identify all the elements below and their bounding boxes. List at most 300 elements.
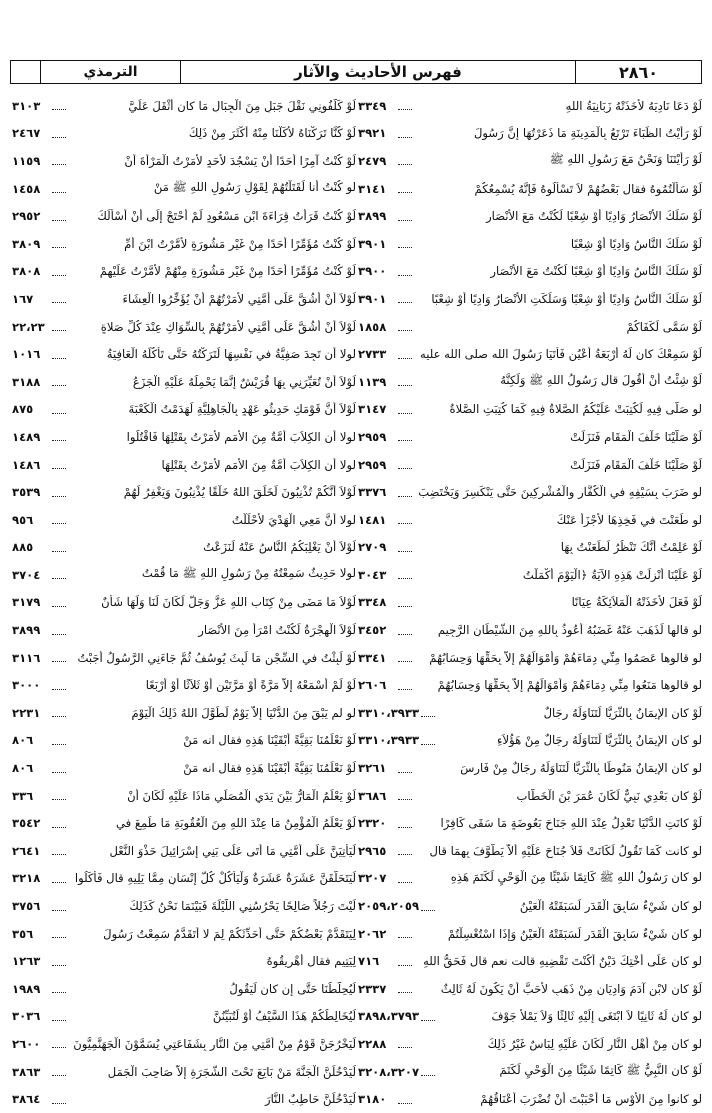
hadith-text: لَيَدْخُلَنَّ الْجَنَّةَ مَنْ بَايَعَ تَحْتَ الشَّجَرَةِ إِلاَّ صَاحِبَ الْجَمَلِ (107, 1064, 356, 1079)
leader-dots (421, 708, 435, 717)
index-entry (356, 561, 702, 589)
hadith-number: ٢٢،٢٣ (12, 319, 45, 334)
leader-dots (52, 184, 66, 193)
hadith-number: ٣٨٠٨ (12, 264, 41, 279)
index-entry (10, 534, 356, 562)
leader-dots (398, 598, 412, 607)
hadith-text: لَوْ نَعْلَمُنَا بَقِيَّةً أَبْقَيْنَا هَذِهِ فقال انه مَنْ (183, 733, 356, 748)
leader-dots (52, 846, 66, 855)
index-entry (10, 561, 356, 589)
hadith-text: لَوْ لَمْ أَسْمَعْهُ إِلاَّ مَرَّةً أَوْ مَرَّتَيْنِ أَوْ ثَلاَثًا أَوْ أَرْبَعًا (145, 678, 356, 693)
hadith-text: لَيُحِلَّطُنَا حَتَّى إن كان لَيَقُولُ (229, 981, 356, 996)
hadith-number: ٣٣٤٩ (358, 98, 387, 113)
hadith-number: ٣٠٠٠ (12, 678, 41, 693)
leader-dots (52, 212, 66, 221)
leader-dots (398, 212, 412, 221)
hadith-number: ٢٠٥٩،٢٠٥٩ (358, 899, 420, 914)
leader-dots (52, 570, 66, 579)
hadith-text: لو ضَرَبَ بِسَيْفِهِ في الْكُفَّارِ والْمُشْرِكِينَ حَتَّى يَنْكَسِرَ وَيَخْتَضِبَ (418, 485, 702, 500)
leader-dots (398, 819, 412, 828)
leader-dots (52, 1095, 66, 1104)
hadith-number: ١٦٧ (12, 291, 34, 306)
index-entry (10, 340, 356, 368)
hadith-number: ٣٨٦٣ (12, 1064, 41, 1079)
leader-dots (398, 1095, 412, 1104)
index-entry (356, 202, 702, 230)
leader-dots (52, 984, 66, 993)
hadith-number: ٣١١٦ (12, 650, 41, 665)
hadith-number: ١٩٨٩ (12, 981, 41, 996)
leader-dots (398, 101, 412, 110)
hadith-text: لَوْلاَ أَنْ يَغْلِبَكُمُ النَّاسُ عَنْهُ لَنَزَعْتُ (203, 540, 356, 555)
index-entry (356, 285, 702, 313)
hadith-text: لولا أن الكِلاَبَ أُمَّةٌ مِنَ الأُمَمِ لأَمَرْتُ بِقَتْلِهَا (161, 457, 356, 472)
leader-dots (52, 626, 66, 635)
leader-dots (398, 791, 412, 800)
index-entry (10, 920, 356, 948)
index-entry (10, 1058, 356, 1086)
leader-dots (52, 101, 66, 110)
hadith-text: لَيَتَحَلَّقَنَّ عَشَرَةٌ عَشَرَةٌ وَلْيَأْكُلْ كُلُّ إِنْسَانٍ مِمَّا يَلِيهِ قال فَأَكَلُوا (74, 871, 356, 886)
index-entry (10, 947, 356, 975)
index-entry (10, 423, 356, 451)
hadith-text: لو كانوا مِنَ الأَوْسِ مَا أَحْبَبْتَ أَنْ تُضْرَبَ أَعْنَاقُهُمْ (480, 1092, 702, 1107)
index-entry (356, 451, 702, 479)
hadith-number: ٣٣٤٨ (358, 595, 387, 610)
leader-dots (398, 846, 412, 855)
index-entry (356, 423, 702, 451)
index-entry (356, 920, 702, 948)
hadith-number: ٣٨٩٩ (358, 209, 387, 224)
hadith-text: لَوْ كان لابْنِ آدَمَ وَادِيَانِ مِنْ ذَهَبٍ لأَحَبَّ أَنْ يَكُونَ لَهُ ثَالِثٌ (440, 981, 702, 996)
index-entry (10, 671, 356, 699)
index-entry (10, 230, 356, 258)
page-header (10, 60, 702, 84)
hadith-text: لَوْ سَمَّى لَكَفَاكُمْ (626, 319, 702, 334)
hadith-text: لو كان الإِيمَانُ مَنُوطًا بِالثُّرَيَّا لَتَنَاوَلَهُ رِجَالٌ مِنْ فَارِسَ (460, 761, 702, 776)
hadith-text: لَوْ كَلَّفُونِي نَقْلَ جَبَلٍ مِنَ الْجِبَالِ مَا كان أَثْقَلَ عَلَيَّ (128, 98, 356, 113)
leader-dots (52, 1012, 66, 1021)
hadith-text: لَوْ يَعْلَمُ الْمَارُّ بَيْنَ يَدَيِ الْمُصَلِّي مَاذَا عَلَيْهِ لَكَانَ أَنْ (127, 788, 356, 803)
index-entry (356, 589, 702, 617)
hadith-number: ٣١٤١ (358, 181, 387, 196)
hadith-number: ١٠١٦ (12, 347, 41, 362)
leader-dots (398, 432, 412, 441)
leader-dots (398, 929, 412, 938)
hadith-text: لَوْ كُنْتُ قَرَأْتُ قِرَاءَةَ ابْنِ مَسْعُودٍ لَمْ أَحْتَجْ إِلَى أَنْ أَسْأَلَكَ (97, 209, 356, 224)
leader-dots (421, 736, 435, 745)
hadith-number: ١٤٨٩ (12, 429, 41, 444)
index-entry (356, 1030, 702, 1058)
hadith-number: ٢٤٦٧ (12, 126, 41, 141)
leader-dots (52, 1039, 66, 1048)
hadith-text: لَيَدْخُلَنَّ حَاطِبٌ النَّارَ (264, 1092, 356, 1107)
leader-dots (398, 1039, 412, 1048)
leader-dots (52, 322, 66, 331)
hadith-number: ٣٣١٠،٣٩٣٣ (358, 705, 420, 720)
hadith-text: لَوْ سَأَلْتُمُوهُ فقال بَعْضُهُمْ لاَ تَسْأَلُوهُ فَإِنَّهُ يُسْمِعُكُمْ (474, 181, 702, 196)
hadith-number: ٣٩٠١ (358, 236, 387, 251)
hadith-number: ٣٠٣٦ (12, 1009, 41, 1024)
index-entry (356, 727, 702, 755)
hadith-number: ٣٢٠٧ (358, 871, 387, 886)
right-column (356, 92, 702, 1113)
hadith-number: ٣٣٧٦ (358, 485, 387, 500)
hadith-text: لَوْ كُنْتُ آمِرًا أَحَدًا أَنْ يَسْجُدَ لأَحَدٍ لأَمَرْتُ الْمَرْأَةَ أَنْ (124, 153, 356, 168)
index-entry (356, 534, 702, 562)
hadith-text: لَوْ سَلَكَ النَّاسُ وَادِيًا أَوْ شِعْبًا (570, 236, 702, 251)
book-name: الترمذي (41, 61, 181, 83)
hadith-number: ١٤٨٦ (12, 457, 41, 472)
hadith-text: لَوْ شِئْتُ أَنْ أَقُولَ قال رَسُولُ اللهِ ﷺ وَلَكِنَّهُ (500, 373, 702, 388)
hadith-text: لَوْلاَ مَا مَضَى مِنْ كِتَابِ اللهِ عَزَّ وَجَلَّ لَكَانَ لَنَا وَلَهَا شَأْنٌ (101, 595, 356, 610)
hadith-text: لو طَعَنْتَ في فَخِذِهَا لأَجْزَأَ عَنْكَ (556, 512, 702, 527)
hadith-number: ٢٩٥٢ (12, 209, 41, 224)
index-entry (10, 727, 356, 755)
leader-dots (398, 515, 412, 524)
hadith-number: ١١٣٩ (358, 374, 387, 389)
hadith-text: لَوْلاَ أَنْ أَشُقَّ عَلَى أُمَّتِي لأَمَرْتُهُمْ بِالسِّوَاكِ عِنْدَ كُلِّ صَلاةٍ (100, 319, 356, 334)
hadith-number: ٨٨٥ (12, 540, 34, 555)
leader-dots (398, 129, 412, 138)
index-entry (10, 837, 356, 865)
hadith-number: ٢٦٠٦ (358, 678, 387, 693)
leader-dots (52, 736, 66, 745)
hadith-text: لو كان لَهُ ثَانِيًا لاَ ابْتَغَى إِلَيْهِ ثَالِثًا وَلاَ يَمْلأُ جَوْفَ (491, 1009, 702, 1024)
index-entry (356, 147, 702, 175)
hadith-text: لَوْ دَعَا نَادِيَهُ لأَخَذَتْهُ زَبَانِيَةُ اللهِ (565, 98, 702, 113)
hadith-text: لولا حَدِيثٌ سَمِعْتُهُ مِنْ رَسُولِ اللهِ ﷺ مَا قُمْتُ (141, 566, 356, 581)
hadith-number: ٣٥٤٢ (12, 816, 41, 831)
hadith-number: ٢٩٥٩ (358, 457, 387, 472)
hadith-number: ٢٧٣٣ (358, 347, 387, 362)
leader-dots (398, 267, 412, 276)
leader-dots (52, 267, 66, 276)
header-blank-cell (11, 61, 41, 83)
index-entry (10, 313, 356, 341)
leader-dots (52, 239, 66, 248)
hadith-text: لولا أَنَّ مَعِي الْهَدْيَ لأَحْلَلْتُ (231, 512, 356, 527)
leader-dots (398, 322, 412, 331)
hadith-number: ٢٣٢٠ (358, 816, 387, 831)
leader-dots (398, 350, 412, 359)
index-entry (10, 892, 356, 920)
hadith-text: لو كان شَيْءٌ سَابِقَ الْقَدَرِ لَسَبَقَتْهُ الْعَيْنُ (519, 899, 702, 914)
index-entry (10, 478, 356, 506)
index-entry (10, 644, 356, 672)
index-entry (10, 506, 356, 534)
index-entry (356, 975, 702, 1003)
hadith-number: ٣١٨٠ (358, 1092, 387, 1107)
leader-dots (52, 708, 66, 717)
hadith-text: لَوْلاَ أَنْ أَشُقَّ عَلَى أُمَّتِي لأَمَرْتُهُمْ أَنْ يُؤَخِّرُوا الْعِشَاءَ (122, 291, 356, 306)
index-entry (356, 506, 702, 534)
hadith-number: ٣١٠٣ (12, 98, 41, 113)
leader-dots (398, 874, 412, 883)
leader-dots (398, 681, 412, 690)
hadith-text: لو كان عَلَى أُخْتِكَ دَيْنٌ أَكُنْتَ تَقْضِيهِ قالت نعم قال فَحَقُّ اللهِ (423, 954, 702, 969)
index-entry (10, 396, 356, 424)
hadith-text: لو صَلَّى فِيهِ لَكُتِبَتْ عَلَيْكُمُ الصَّلاةُ فِيهِ كَمَا كُتِبَتِ الصَّلاةُ (449, 402, 702, 417)
hadith-text: لو كان الإِيمَانُ بِالثُّرَيَّا لَتَنَاوَلَهُ رِجَالٌ مِنْ هَؤُلاَءِ (497, 733, 702, 748)
leader-dots (398, 184, 412, 193)
hadith-number: ٢٩٦٥ (358, 843, 387, 858)
leader-dots (52, 764, 66, 773)
hadith-number: ٨٧٥ (12, 402, 34, 417)
leader-dots (398, 156, 412, 165)
hadith-text: لو كان رَسُولُ اللهِ ﷺ كَاتِمًا شَيْئًا مِنَ الْوَحْيِ لَكَتَمَ هَذِهِ (450, 869, 702, 884)
hadith-number: ٣١٨٨ (12, 374, 41, 389)
hadith-number: ٨٠٦ (12, 733, 34, 748)
hadith-text: لِيَتِيمِ فقال أَهْرِيقُوهُ (266, 954, 356, 969)
hadith-text: لَوْ صَلَّيْنَا خَلْفَ الْمَقَامِ فَنَزَلَتْ (570, 457, 702, 472)
leader-dots (52, 377, 66, 386)
hadith-number: ٣٥٣٩ (12, 485, 41, 500)
hadith-text: لَوْ سَلَكَ النَّاسُ وَادِيًا أَوْ شِعْبًا لَكُنْتُ مَعَ الأَنْصَارِ (490, 264, 702, 279)
hadith-number: ٣٨٩٨،٣٧٩٣ (358, 1009, 420, 1024)
leader-dots (398, 957, 412, 966)
leader-dots (52, 350, 66, 359)
index-entry (356, 671, 702, 699)
hadith-text: لَوْ كانَتِ الدُّنْيَا تَعْدِلُ عِنْدَ اللهِ جَنَاحَ بَعُوضَةٍ مَا سَقَى كَافِرًا (440, 816, 702, 831)
index-entry (10, 754, 356, 782)
index-entry (356, 947, 702, 975)
hadith-text: لو كانت كَمَا تَقُولُ لَكَانَتْ فَلاَ جُنَاحَ عَلَيْهِ أَلاَّ يَطَّوَّفَ بِهِمَا قال (429, 843, 702, 858)
leader-dots (52, 598, 66, 607)
index-entry (10, 1003, 356, 1031)
hadith-text: لَيَأْتِيَنَّ عَلَى أُمَّتِي مَا أَتَى عَلَى بَنِي إِسْرَائِيلَ حَذْوَ النَّعْلِ (109, 843, 356, 858)
hadith-text: لَوْ كان الإِيمَانُ بِالثُّرَيَّا لَتَنَاوَلَهُ رِجَالٌ (543, 705, 702, 720)
leader-dots (398, 543, 412, 552)
hadith-text: لَيَخْرُجَنَّ قَوْمٌ مِنْ أُمَّتِي مِنَ النَّارِ بِشَفَاعَتِي يُسَمَّوْنَ الْجَهَنَّمِيُّونَ (73, 1036, 356, 1051)
hadith-text: لولا أن الكِلاَبَ أُمَّةٌ مِنَ الأُمَمِ لأَمَرْتُ بِقَتْلِهَا فَاقْتُلُوا (126, 429, 356, 444)
hadith-text: لِيَتَقَدَّمْ بَعْضُكُمْ حَتَّى أَحَدِّثَكُمْ لِمَ لا أَتَقَدَّمُ سَمِعْتُ رَسُولَ (103, 926, 356, 941)
index-entry (356, 120, 702, 148)
leader-dots (398, 405, 412, 414)
hadith-number: ١٨٥٨ (358, 319, 387, 334)
leader-dots (52, 957, 66, 966)
hadith-text: لَوْ رَأَيْتُ الظِّبَاءَ تَرْتَعُ بِالْمَدِينَةِ مَا ذَعَرْتُهَا إِنَّ رَسُولَ (473, 126, 702, 141)
hadith-text: لَوْلاَ الْهِجْرَةُ لَكُنْتُ امْرَأً مِنَ الأَنْصَارِ (198, 623, 356, 638)
hadith-text: لَوْ يَعْلَمُ الْمُؤْمِنُ مَا عِنْدَ اللهِ مِنَ الْعُقُوبَةِ مَا طَمِعَ في (115, 816, 356, 831)
hadith-text: لَوْ سَلَكَ الأَنْصَارُ وَادِيًا أَوْ شِعْبًا لَكُنْتُ مَعَ الأَنْصَارِ (486, 209, 702, 224)
page-number: ٢٨٦٠ (618, 62, 659, 82)
index-entry (10, 258, 356, 286)
hadith-text: لولا أن تَجِدَ صَفِيَّةُ في نَفْسِهَا لَتَرَكْتُهُ حَتَّى تَأْكُلَهُ الْعَافِيَةُ (106, 347, 356, 362)
index-entry (356, 865, 702, 893)
hadith-number: ٢٢٣١ (12, 705, 41, 720)
hadith-number: ١١٥٩ (12, 153, 41, 168)
index-entry (356, 782, 702, 810)
hadith-text: لَوْ سَمِعْكَ كان لَهُ أَرْبَعَةُ أَعْيُنٍ فَأَتَيَا رَسُولَ الله صلى الله عليه (420, 347, 702, 362)
leader-dots (52, 1067, 66, 1076)
hadith-text: لَوْ كان النَّبِيُّ ﷺ كَاتِمًا شَيْئًا مِنَ الْوَحْيِ لَكَتَمَ (499, 1063, 702, 1078)
leader-dots (52, 405, 66, 414)
hadith-text: لو كان مِنْ أَهْلِ النَّارِ لَكَانَ عَلَيْهِ لِبَاسٌ غَيْرُ ذَلِكَ (487, 1036, 702, 1051)
hadith-text: لَيُخَالِطُكُمْ هَذَا السَّيْفُ أَوْ لَتُبَيِّنُنَّ (212, 1009, 356, 1024)
index-entry (356, 92, 702, 120)
index-entry (356, 1058, 702, 1086)
index-entry (356, 396, 702, 424)
leader-dots (52, 681, 66, 690)
hadith-text: لو لم يَبْقَ مِنَ الدُّنْيَا إِلاَّ يَوْمٌ لَطَوَّلَ اللهُ ذَلِكَ الْيَوْمَ (131, 705, 356, 720)
leader-dots (52, 543, 66, 552)
index-entry (10, 202, 356, 230)
hadith-number: ٣٩٢١ (358, 126, 387, 141)
leader-dots (421, 1067, 435, 1076)
index-entry (356, 175, 702, 203)
index-entry (356, 478, 702, 506)
index-entry (10, 147, 356, 175)
leader-dots (398, 377, 412, 386)
index-entry (356, 892, 702, 920)
index-entry (10, 175, 356, 203)
leader-dots (52, 488, 66, 497)
index-entry (356, 754, 702, 782)
index-entry (356, 616, 702, 644)
hadith-number: ٣١٤٧ (358, 402, 387, 417)
hadith-text: لَوْ لَبِثْتُ في السِّجْنِ مَا لَبِثَ يُوسُفُ ثُمَّ جَاءَنِي الرَّسُولُ أَجَبْتُ (77, 650, 356, 665)
leader-dots (52, 294, 66, 303)
index-entry (356, 809, 702, 837)
leader-dots (398, 626, 412, 635)
index-entry (10, 120, 356, 148)
leader-dots (52, 902, 66, 911)
index-entry (356, 340, 702, 368)
index-entry (10, 368, 356, 396)
hadith-number: ٣٣٤١ (358, 650, 387, 665)
index-entry (356, 313, 702, 341)
hadith-number: ٣٨٠٩ (12, 236, 41, 251)
leader-dots (398, 984, 412, 993)
hadith-text: لَوْلاَ أَنَّكُمْ تُذْنِبُونَ لَخَلَقَ اللهُ خَلْقًا يُذْنِبُونَ وَيَغْفِرُ لَهُمْ (123, 485, 356, 500)
leader-dots (52, 819, 66, 828)
index-entry (356, 837, 702, 865)
index-entry (10, 451, 356, 479)
left-column (10, 92, 356, 1113)
hadith-number: ١٢٦٣ (12, 954, 41, 969)
index-entry (10, 616, 356, 644)
hadith-text: لَوْ كُنْتُ مُؤَمِّرًا أَحَدًا مِنْ غَيْرِ مَشُورَةٍ لأَمَّرْتُ ابْنَ أُمِّ (124, 236, 356, 251)
leader-dots (52, 929, 66, 938)
leader-dots (398, 653, 412, 662)
hadith-text: لَوْ صَلَّيْنَا خَلْفَ الْمَقَامِ فَنَزَلَتْ (570, 429, 702, 444)
hadith-number: ٣١٧٩ (12, 595, 41, 610)
hadith-number: ٣٥٦ (12, 926, 34, 941)
hadith-text: لَوْلاَ أَنَّ قَوْمَكِ حَدِيثُو عَهْدٍ بِالْجَاهِلِيَّةِ لَهَدَمْتُ الْكَعْبَةَ (128, 402, 356, 417)
leader-dots (52, 515, 66, 524)
hadith-text: لَوْ رَأَيْتَنَا وَنَحْنُ مَعَ رَسُولِ اللهِ ﷺ (549, 152, 702, 167)
index-entry (356, 230, 702, 258)
leader-dots (398, 488, 412, 497)
leader-dots (398, 239, 412, 248)
leader-dots (52, 791, 66, 800)
hadith-number: ٣٣١٠،٣٩٣٣ (358, 733, 420, 748)
hadith-number: ٩٥٦ (12, 512, 34, 527)
hadith-text: لَوْ كُنْتُ مُؤَمِّرًا أَحَدًا مِنْ غَيْرِ مَشُورَةٍ مِنْهُمْ لأَمَّرْتُ عَلَيْهِمْ (99, 264, 356, 279)
leader-dots (398, 460, 412, 469)
hadith-number: ١٤٨١ (358, 512, 387, 527)
hadith-number: ٣٩٠٠ (358, 264, 387, 279)
index-entry (356, 1003, 702, 1031)
leader-dots (52, 129, 66, 138)
hadith-number: ٣٢٦١ (358, 761, 387, 776)
hadith-text: لَوْ فَعَلَ لأَخَذَتْهُ الْمَلاَئِكَةُ عِيَانًا (571, 595, 702, 610)
hadith-number: ٣٢٠٨،٣٢٠٧ (358, 1064, 420, 1079)
hadith-number: ٢٩٥٩ (358, 429, 387, 444)
leader-dots (421, 902, 435, 911)
hadith-number: ٣٤٥٢ (358, 623, 387, 638)
hadith-number: ٣٧٥٦ (12, 899, 41, 914)
index-entry (10, 809, 356, 837)
hadith-number: ٢٦٠٠ (12, 1036, 41, 1051)
hadith-number: ٨٠٦ (12, 761, 34, 776)
index-entry (10, 865, 356, 893)
hadith-text: لَيْتَ رَجُلاً صَالِحًا يَحْرُسُنِي اللَّيْلَةَ فَبَيْنَمَا نَحْنُ كَذَلِكَ (129, 899, 356, 914)
index-entry (356, 699, 702, 727)
leader-dots (52, 874, 66, 883)
hadith-number: ٣٨٦٤ (12, 1092, 41, 1107)
hadith-number: ٢٤٧٩ (358, 153, 387, 168)
leader-dots (421, 1012, 435, 1021)
hadith-text: لَوْ نَعْلَمُنَا بَقِيَّةً أَبْقَيْنَا هَذِهِ فقال انه مَنْ (183, 761, 356, 776)
leader-dots (398, 294, 412, 303)
leader-dots (398, 764, 412, 773)
hadith-number: ٣٧٠٤ (12, 567, 41, 582)
hadith-number: ٢٦٤١ (12, 843, 41, 858)
leader-dots (52, 432, 66, 441)
hadith-number: ٣٦٨٦ (358, 788, 387, 803)
hadith-text: لو كُنْتُ أنا لَقَتَلْتُهُمْ لِقَوْلِ رَسُولِ اللهِ ﷺ مَنْ (153, 180, 356, 195)
hadith-number: ٣٠٤٣ (358, 567, 387, 582)
hadith-text: لَوْ عَلِمْتُ أَنَّكَ تَنْظُرُ لَطَعَنْتُ بِهَا (560, 540, 702, 555)
leader-dots (52, 653, 66, 662)
hadith-number: ٣٣٦ (12, 788, 34, 803)
index-entry (10, 782, 356, 810)
hadith-number: ٢٠٦٢ (358, 926, 387, 941)
index-entry (10, 1030, 356, 1058)
index-entry (356, 368, 702, 396)
hadith-text: لَوْ سَلَكَ النَّاسُ وَادِيًا أَوْ شِعْبًا وَسَلَكَتِ الأَنْصَارُ وَادِيًا أَوْ شِعْبًا (431, 291, 702, 306)
hadith-text: لو قالها لَذَهَبَ عَنْهُ غَضَبُهُ أَعُوذُ بِاللهِ مِنَ الشَّيْطَانِ الرَّجِيمِ (437, 623, 702, 638)
index-entry (356, 644, 702, 672)
hadith-number: ٣٨٩٩ (12, 623, 41, 638)
hadith-text: لَوْلاَ أَنْ تُعَيِّرَنِي بِهَا قُرَيْشٌ إِنَّمَا يَحْمِلُهُ عَلَيْهِ الْجَزَعُ (132, 374, 356, 389)
index-entry (356, 258, 702, 286)
index-title: فهرس الأحاديث والآثار (181, 61, 576, 83)
hadith-number: ٢٧٠٩ (358, 540, 387, 555)
leader-dots (52, 156, 66, 165)
hadith-text: لو كان شَيْءٌ سَابِقَ الْقَدَرِ لَسَبَقَتْهُ الْعَيْنُ وَإِذَا اسْتُغْسِلْتُمْ (447, 926, 702, 941)
index-entry (10, 1085, 356, 1113)
hadith-text: لو قالوها عَصَمُوا مِنِّي دِمَاءَهُمْ وَأَمْوَالَهُمْ إِلاَّ بِحَقِّهَا وَحِسَابُهُمْ (429, 650, 702, 665)
index-entry (10, 285, 356, 313)
hadith-text: لَوْ كان بَعْدِي نَبِيٌّ لَكَانَ عُمَرَ بْنَ الْخَطَّابِ (516, 788, 702, 803)
hadith-text: لَوْ عَلَيْنَا أُنْزِلَتْ هَذِهِ الآيَةُ ﴿الْيَوْمَ أَكْمَلْتُ (522, 567, 702, 582)
index-entry (10, 975, 356, 1003)
hadith-number: ١٤٥٨ (12, 181, 41, 196)
hadith-number: ٣٩٠١ (358, 291, 387, 306)
hadith-text: لو قالوها مَنَعُوا مِنِّي دِمَاءَهُمْ وَأَمْوَالَهُمْ إِلاَّ بِحَقِّهَا وَحِسَابُهُمْ (437, 678, 702, 693)
hadith-number: ٣٢١٨ (12, 871, 41, 886)
index-entry (10, 699, 356, 727)
hadith-text: لَوْ كُنَّا تَرَكْنَاهُ لأَكَلْنَا مِنْهُ أَكْثَرَ مِنْ ذَلِكَ (188, 126, 356, 141)
index-entry (10, 92, 356, 120)
hadith-number: ٢٣٣٧ (358, 981, 387, 996)
index-entry (10, 589, 356, 617)
hadith-number: ٧١٦ (358, 954, 380, 969)
leader-dots (52, 460, 66, 469)
